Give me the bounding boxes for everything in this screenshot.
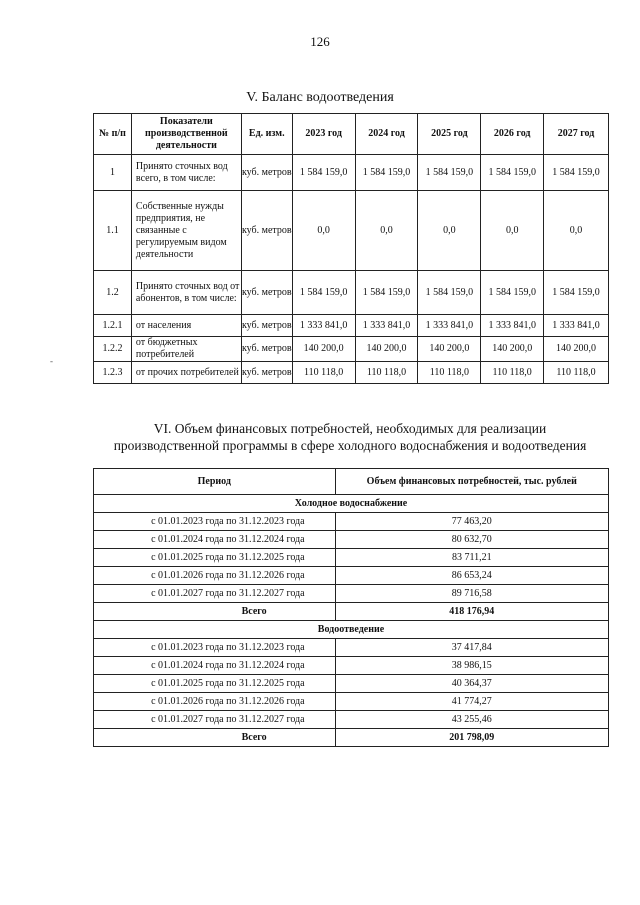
row-name: Принято сточных вод от абонентов, в том числе:	[131, 271, 241, 315]
amount-cell: 83 711,21	[335, 549, 608, 567]
row-unit: куб. метров	[241, 362, 292, 384]
table-row	[94, 567, 609, 585]
period-cell: с 01.01.2025 года по 31.12.2025 года	[94, 675, 336, 693]
row-value: 1 333 841,0	[544, 315, 609, 337]
amount-cell: 77 463,20	[335, 513, 608, 531]
row-name: от бюджетных потребителей	[131, 337, 241, 362]
col-header: 2023 год	[292, 114, 355, 155]
table-row	[94, 315, 609, 337]
row-number: 1.2.2	[94, 337, 132, 362]
row-value: 110 118,0	[544, 362, 609, 384]
total-label: Всего	[94, 603, 336, 621]
row-value: 1 584 159,0	[481, 155, 544, 191]
row-name: от прочих потребителей	[131, 362, 241, 384]
table-row	[94, 271, 609, 315]
amount-cell: 40 364,37	[335, 675, 608, 693]
col-header: № п/п	[94, 114, 132, 155]
row-value: 140 200,0	[481, 337, 544, 362]
period-cell: с 01.01.2026 года по 31.12.2026 года	[94, 693, 336, 711]
finance-table	[93, 468, 609, 747]
row-unit: куб. метров	[241, 271, 292, 315]
row-value: 1 584 159,0	[418, 155, 481, 191]
row-value: 1 584 159,0	[292, 155, 355, 191]
col-header-amount: Объем финансовых потребностей, тыс. рублей	[335, 469, 608, 495]
table-row	[94, 513, 609, 531]
row-value: 0,0	[544, 191, 609, 271]
section-row	[94, 621, 609, 639]
col-header: 2024 год	[355, 114, 418, 155]
col-header: 2025 год	[418, 114, 481, 155]
section-6-title	[95, 420, 605, 454]
period-cell: с 01.01.2024 года по 31.12.2024 года	[94, 657, 336, 675]
row-value: 110 118,0	[418, 362, 481, 384]
finance-header-row	[94, 469, 609, 495]
total-row	[94, 729, 609, 747]
row-value: 1 584 159,0	[292, 271, 355, 315]
section-name: Водоотведение	[94, 621, 609, 639]
row-value: 1 584 159,0	[544, 271, 609, 315]
row-number: 1.2	[94, 271, 132, 315]
row-value: 1 584 159,0	[355, 155, 418, 191]
period-cell: с 01.01.2023 года по 31.12.2023 года	[94, 639, 336, 657]
row-number: 1	[94, 155, 132, 191]
margin-mark: ‐	[50, 356, 53, 366]
table-row	[94, 531, 609, 549]
total-amount: 418 176,94	[335, 603, 608, 621]
row-value: 1 584 159,0	[544, 155, 609, 191]
table-row	[94, 337, 609, 362]
row-name: Принято сточных вод всего, в том числе:	[131, 155, 241, 191]
balance-header-row	[94, 114, 609, 155]
col-header: Показатели производственной деятельности	[131, 114, 241, 155]
row-value: 110 118,0	[481, 362, 544, 384]
section-5-title: V. Баланс водоотведения	[246, 90, 394, 105]
section-6-title-line2: производственной программы в сфере холодного водоснабжения и водоотведения	[113, 438, 587, 453]
total-label: Всего	[94, 729, 336, 747]
row-number: 1.2.3	[94, 362, 132, 384]
section-6-title-line1: VI. Объем финансовых потребностей, необходимых для реализации	[153, 421, 547, 436]
table-row	[94, 549, 609, 567]
row-unit: куб. метров	[241, 315, 292, 337]
row-value: 1 333 841,0	[481, 315, 544, 337]
row-value: 1 333 841,0	[292, 315, 355, 337]
row-value: 1 584 159,0	[418, 271, 481, 315]
table-row	[94, 657, 609, 675]
amount-cell: 38 986,15	[335, 657, 608, 675]
col-header: 2026 год	[481, 114, 544, 155]
row-unit: куб. метров	[241, 155, 292, 191]
row-value: 140 200,0	[418, 337, 481, 362]
col-header: 2027 год	[544, 114, 609, 155]
table-row	[94, 693, 609, 711]
row-value: 1 584 159,0	[481, 271, 544, 315]
row-value: 110 118,0	[355, 362, 418, 384]
row-name: Собственные нужды предприятия, не связанные с регулируемым видом деятельности	[131, 191, 241, 271]
period-cell: с 01.01.2023 года по 31.12.2023 года	[94, 513, 336, 531]
amount-cell: 80 632,70	[335, 531, 608, 549]
section-row	[94, 495, 609, 513]
period-cell: с 01.01.2027 года по 31.12.2027 года	[94, 585, 336, 603]
amount-cell: 89 716,58	[335, 585, 608, 603]
amount-cell: 41 774,27	[335, 693, 608, 711]
period-cell: с 01.01.2025 года по 31.12.2025 года	[94, 549, 336, 567]
row-name: от населения	[131, 315, 241, 337]
period-cell: с 01.01.2024 года по 31.12.2024 года	[94, 531, 336, 549]
table-row	[94, 711, 609, 729]
page-number: 126	[310, 34, 330, 49]
row-number: 1.2.1	[94, 315, 132, 337]
row-value: 1 333 841,0	[418, 315, 481, 337]
row-value: 0,0	[355, 191, 418, 271]
row-value: 0,0	[481, 191, 544, 271]
table-row	[94, 585, 609, 603]
row-value: 140 200,0	[355, 337, 418, 362]
row-value: 1 584 159,0	[355, 271, 418, 315]
table-row	[94, 639, 609, 657]
table-row	[94, 191, 609, 271]
col-header: Ед. изм.	[241, 114, 292, 155]
balance-table	[93, 113, 609, 384]
amount-cell: 37 417,84	[335, 639, 608, 657]
table-row	[94, 675, 609, 693]
row-value: 140 200,0	[292, 337, 355, 362]
section-name: Холодное водоснабжение	[94, 495, 609, 513]
table-row	[94, 362, 609, 384]
period-cell: с 01.01.2027 года по 31.12.2027 года	[94, 711, 336, 729]
row-value: 0,0	[418, 191, 481, 271]
row-value: 140 200,0	[544, 337, 609, 362]
row-value: 110 118,0	[292, 362, 355, 384]
amount-cell: 86 653,24	[335, 567, 608, 585]
row-value: 1 333 841,0	[355, 315, 418, 337]
row-unit: куб. метров	[241, 191, 292, 271]
period-cell: с 01.01.2026 года по 31.12.2026 года	[94, 567, 336, 585]
row-value: 0,0	[292, 191, 355, 271]
amount-cell: 43 255,46	[335, 711, 608, 729]
row-unit: куб. метров	[241, 337, 292, 362]
total-amount: 201 798,09	[335, 729, 608, 747]
total-row	[94, 603, 609, 621]
row-number: 1.1	[94, 191, 132, 271]
table-row	[94, 155, 609, 191]
col-header-period: Период	[94, 469, 336, 495]
